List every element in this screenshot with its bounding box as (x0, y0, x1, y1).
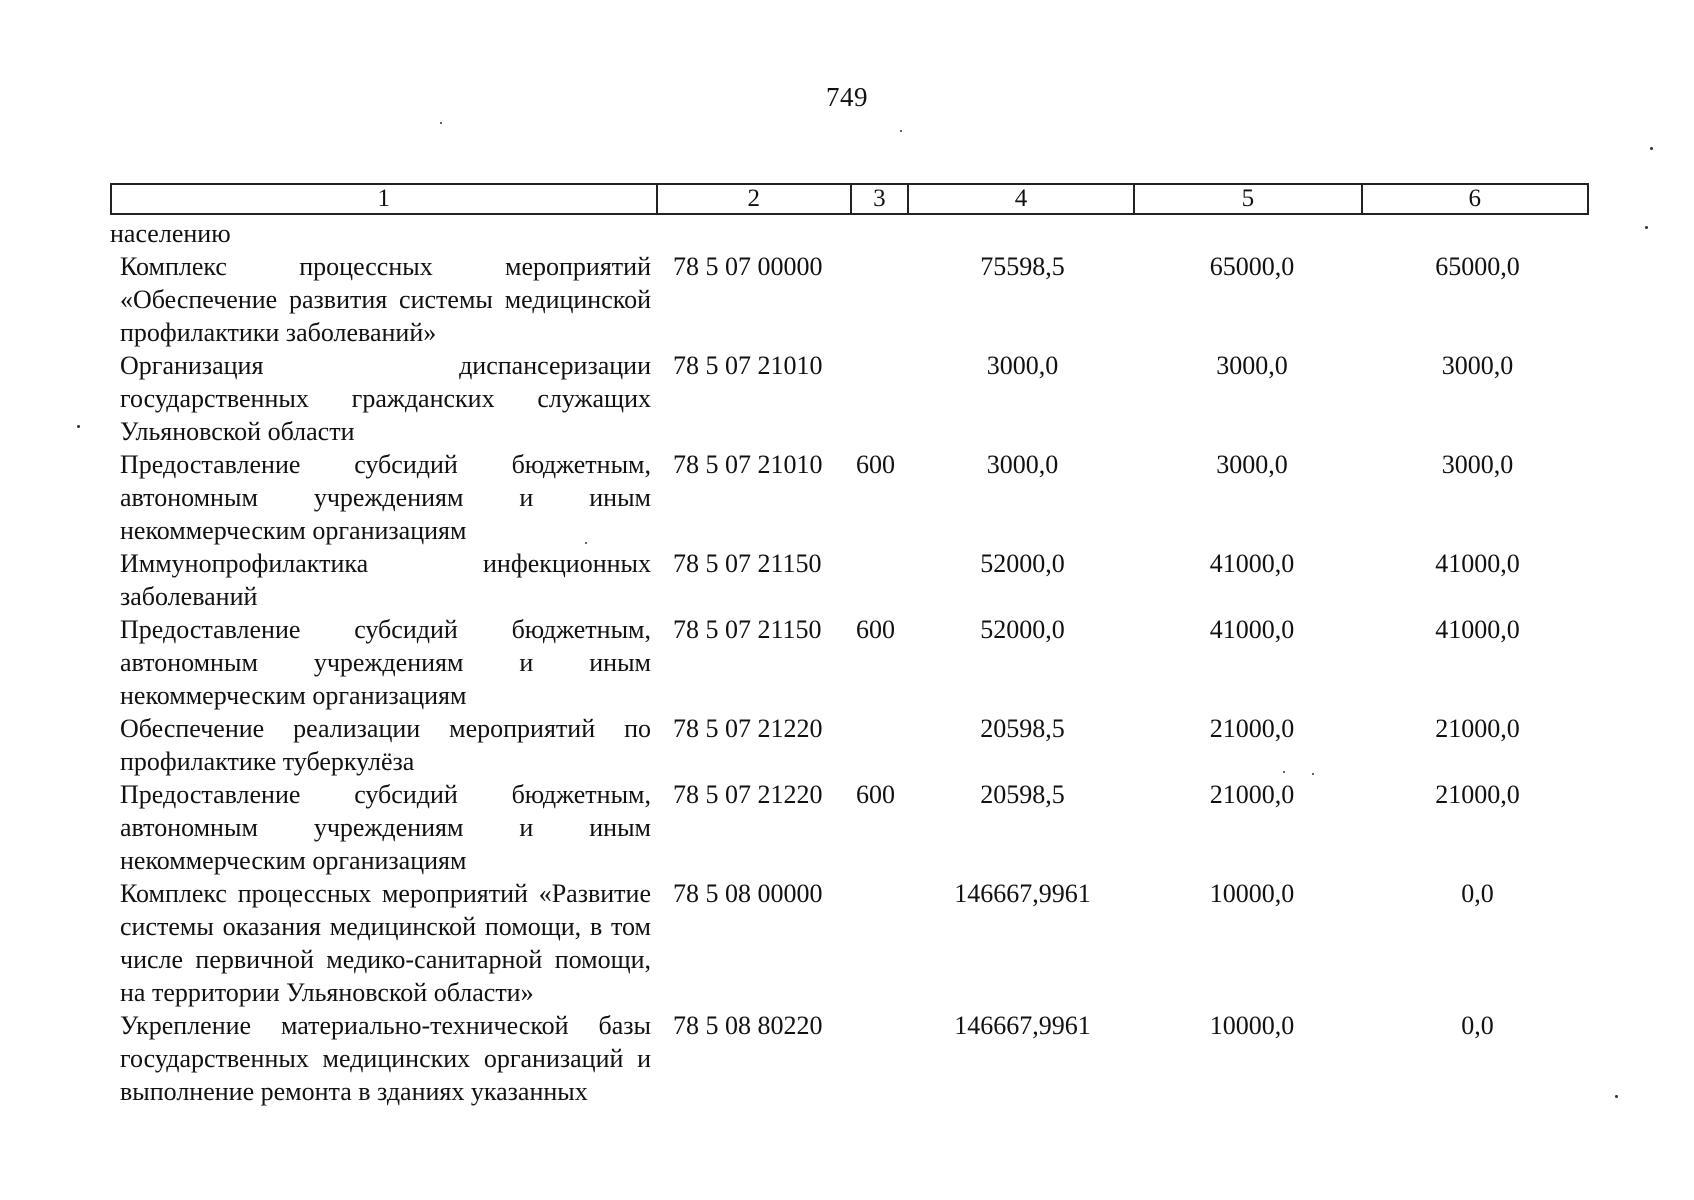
table-row (110, 613, 1589, 712)
row-value-4: 52000,0 (980, 549, 1065, 578)
column-header-4: 4 (909, 185, 1135, 213)
table-row (110, 1009, 1589, 1108)
row-value-6: 0,0 (1461, 1011, 1494, 1040)
row-value-4: 3000,0 (986, 351, 1059, 380)
row-type: 600 (856, 780, 895, 809)
row-value-6: 65000,0 (1435, 252, 1520, 281)
table-row (110, 349, 1589, 448)
row-value-5: 41000,0 (1209, 615, 1295, 644)
row-type (852, 1009, 909, 1108)
row-value-6: 3000,0 (1441, 351, 1514, 380)
row-value-5: 65000,0 (1209, 252, 1295, 281)
row-type (852, 877, 909, 1009)
scan-speck (585, 542, 587, 544)
table-row (110, 877, 1589, 1009)
row-value-6: 0,0 (1461, 879, 1494, 908)
row-name: Иммунопрофилактика инфекционных заболеваний (120, 549, 651, 611)
row-code: 78 5 07 21150 (673, 549, 822, 578)
row-type (852, 712, 909, 778)
scan-speck (900, 130, 902, 132)
row-code: 78 5 07 21220 (673, 780, 823, 809)
column-header-2: 2 (658, 185, 852, 213)
row-type: 600 (856, 450, 895, 479)
row-value-4: 52000,0 (980, 615, 1065, 644)
scan-speck (1615, 1095, 1618, 1098)
row-code: 78 5 08 80220 (673, 1011, 823, 1040)
row-name: Предоставление субсидий бюджетным, автономным учреждениям и иным некоммерческим организациям (120, 450, 651, 545)
row-value-4: 146667,9961 (954, 879, 1091, 908)
row-code: 78 5 07 00000 (673, 252, 823, 281)
row-value-6: 3000,0 (1441, 450, 1514, 479)
table-row (110, 448, 1589, 547)
column-header-1: 1 (112, 185, 658, 213)
row-name: Комплекс процессных мероприятий «Развитие системы оказания медицинской помощи, в том числе первичной медико-санитарной помощи, на территории Ульяновской области» (120, 879, 651, 1007)
row-name: Предоставление субсидий бюджетным, автономным учреждениям и иным некоммерческим организациям (120, 780, 651, 875)
row-value-5: 41000,0 (1209, 549, 1295, 578)
row-value-6: 21000,0 (1435, 714, 1520, 743)
row-value-5: 10000,0 (1209, 1011, 1295, 1040)
row-name: Предоставление субсидий бюджетным, автономным учреждениям и иным некоммерческим организациям (120, 615, 651, 710)
row-type (852, 250, 909, 349)
scan-speck (77, 425, 80, 428)
column-header-3: 3 (852, 185, 909, 213)
row-value-5: 3000,0 (1216, 351, 1288, 380)
scan-speck (1283, 771, 1285, 773)
row-code: 78 5 08 00000 (673, 879, 823, 908)
row-name: Укрепление материально-технической базы государственных медицинских организаций и выполнение ремонта в зданиях указанных (120, 1011, 651, 1106)
row-code: 78 5 07 21010 (673, 351, 823, 380)
row-name: Комплекс процессных мероприятий «Обеспечение развития системы медицинской профилактики заболеваний» (120, 252, 651, 347)
row-code: 78 5 07 21010 (673, 450, 823, 479)
row-value-4: 146667,9961 (954, 1011, 1091, 1040)
table-body (110, 217, 1589, 1108)
table-header (110, 183, 1589, 215)
page-number: 749 (826, 82, 868, 112)
row-name: Обеспечение реализации мероприятий по профилактике туберкулёза (120, 714, 651, 776)
column-header-6: 6 (1468, 185, 1482, 212)
row-value-6: 41000,0 (1435, 549, 1520, 578)
row-value-4: 20598,5 (980, 714, 1065, 743)
row-value-5: 3000,0 (1216, 450, 1288, 479)
row-name: Организация диспансеризации государственных гражданских служащих Ульяновской области (120, 351, 651, 446)
row-value-5: 21000,0 (1209, 714, 1295, 743)
scan-speck (1645, 226, 1648, 229)
row-type: 600 (856, 615, 895, 644)
scan-speck (1312, 773, 1314, 775)
row-type (852, 547, 909, 613)
scan-speck (440, 122, 442, 124)
row-value-5: 21000,0 (1209, 780, 1295, 809)
scan-speck (1650, 147, 1653, 150)
row-value-4: 75598,5 (980, 252, 1065, 281)
row-value-6: 21000,0 (1435, 780, 1520, 809)
table-row (110, 712, 1589, 778)
row-code: 78 5 07 21150 (673, 615, 822, 644)
row-value-5: 10000,0 (1209, 879, 1295, 908)
column-header-5: 5 (1135, 185, 1362, 213)
continuation-row (110, 217, 1589, 250)
table-rows (110, 250, 1589, 1108)
row-type (852, 349, 909, 448)
row-value-4: 20598,5 (980, 780, 1065, 809)
row-code: 78 5 07 21220 (673, 714, 823, 743)
continuation-text: населению (110, 219, 231, 248)
row-value-6: 41000,0 (1435, 615, 1520, 644)
table-row (110, 778, 1589, 877)
row-value-4: 3000,0 (986, 450, 1059, 479)
table-row (110, 547, 1589, 613)
table-row (110, 250, 1589, 349)
